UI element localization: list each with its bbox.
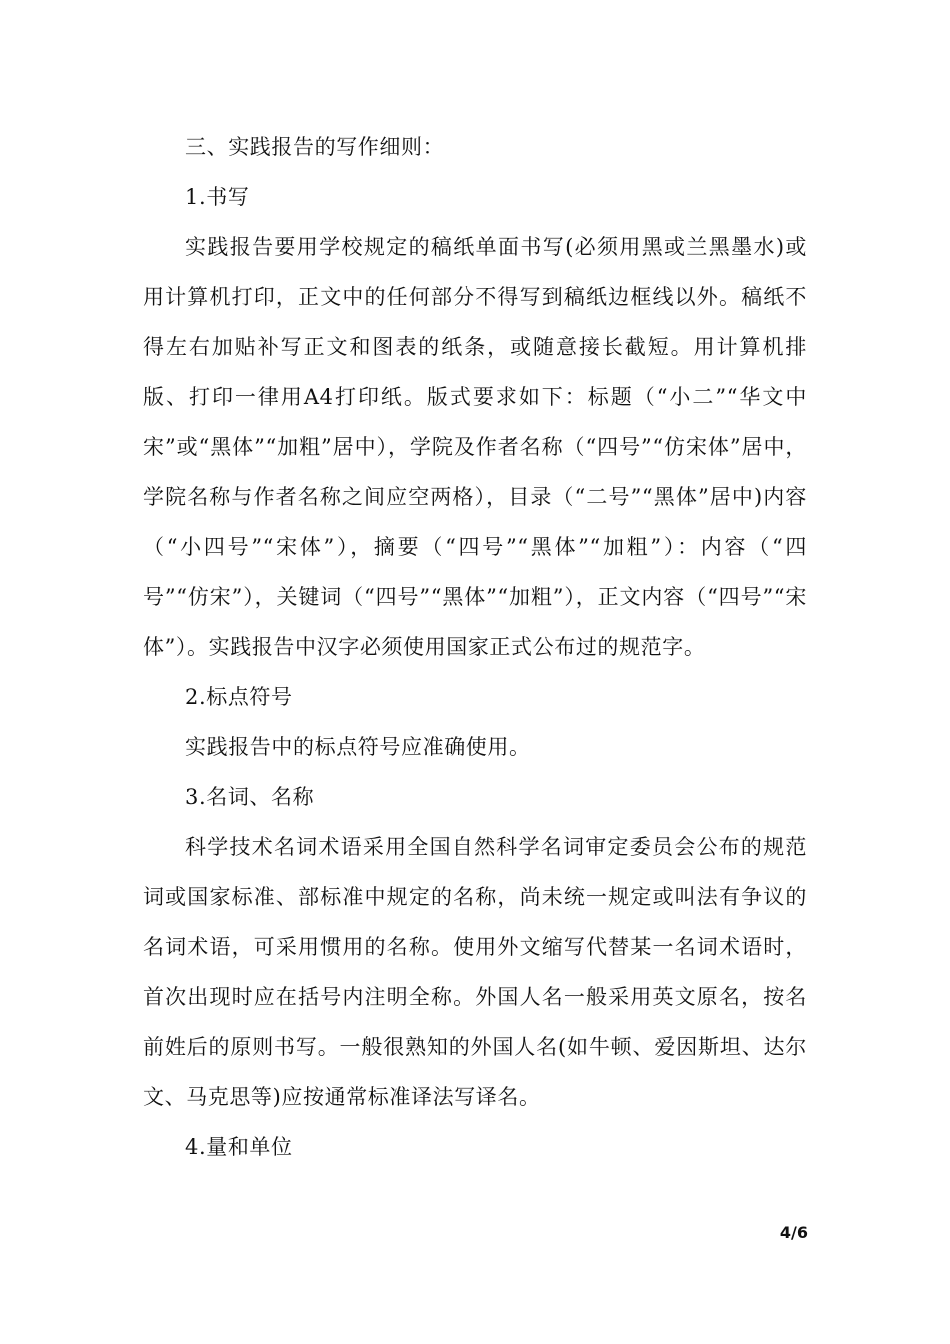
item-body-terms: 科学技术名词术语采用全国自然科学名词审定委员会公布的规范词或国家标准、部标准中规定的名称，尚未统一规定或叫法有争议的名词术语，可采用惯用的名称。使用外文缩写代替某一名词术语时，首次出现时应在括号内注明全称。外国人名一般采用英文原名，按名前姓后的原则书写。一般很熟知的外国人名(如牛顿、爱因斯坦、达尔文、马克思等)应按通常标准译法写译名。 [143,835,807,1109]
section-title: 三、实践报告的写作细则： [185,135,445,159]
item-body-punctuation: 实践报告中的标点符号应准确使用。 [185,735,531,759]
document-body [143,122,807,1172]
item-heading-writing: 1.书写 [185,185,250,209]
page-number: 4/6 [779,1223,808,1242]
item-body-writing: 实践报告要用学校规定的稿纸单面书写(必须用黑或兰黑墨水)或用计算机打印，正文中的任何部分不得写到稿纸边框线以外。稿纸不得左右加贴补写正文和图表的纸条，或随意接长截短。用计算机排版、打印一律用A4打印纸。版式要求如下：标题（“小二”“华文中宋”或“黑体”“加粗”居中），学院及作者名称（“四号”“仿宋体”居中，学院名称与作者名称之间应空两格），目录（“二号”“黑体”居中)内容（“小四号”“宋体”），摘要（“四号”“黑体”“加粗”）：内容（“四号”“仿宋”），关键词（“四号”“黑体”“加粗”），正文内容（“四号”“宋体”）。实践报告中汉字必须使用国家正式公布过的规范字。 [143,235,807,659]
item-heading-punctuation: 2.标点符号 [185,685,293,709]
item-heading-terms: 3.名词、名称 [185,785,315,809]
item-heading-units: 4.量和单位 [185,1135,293,1159]
